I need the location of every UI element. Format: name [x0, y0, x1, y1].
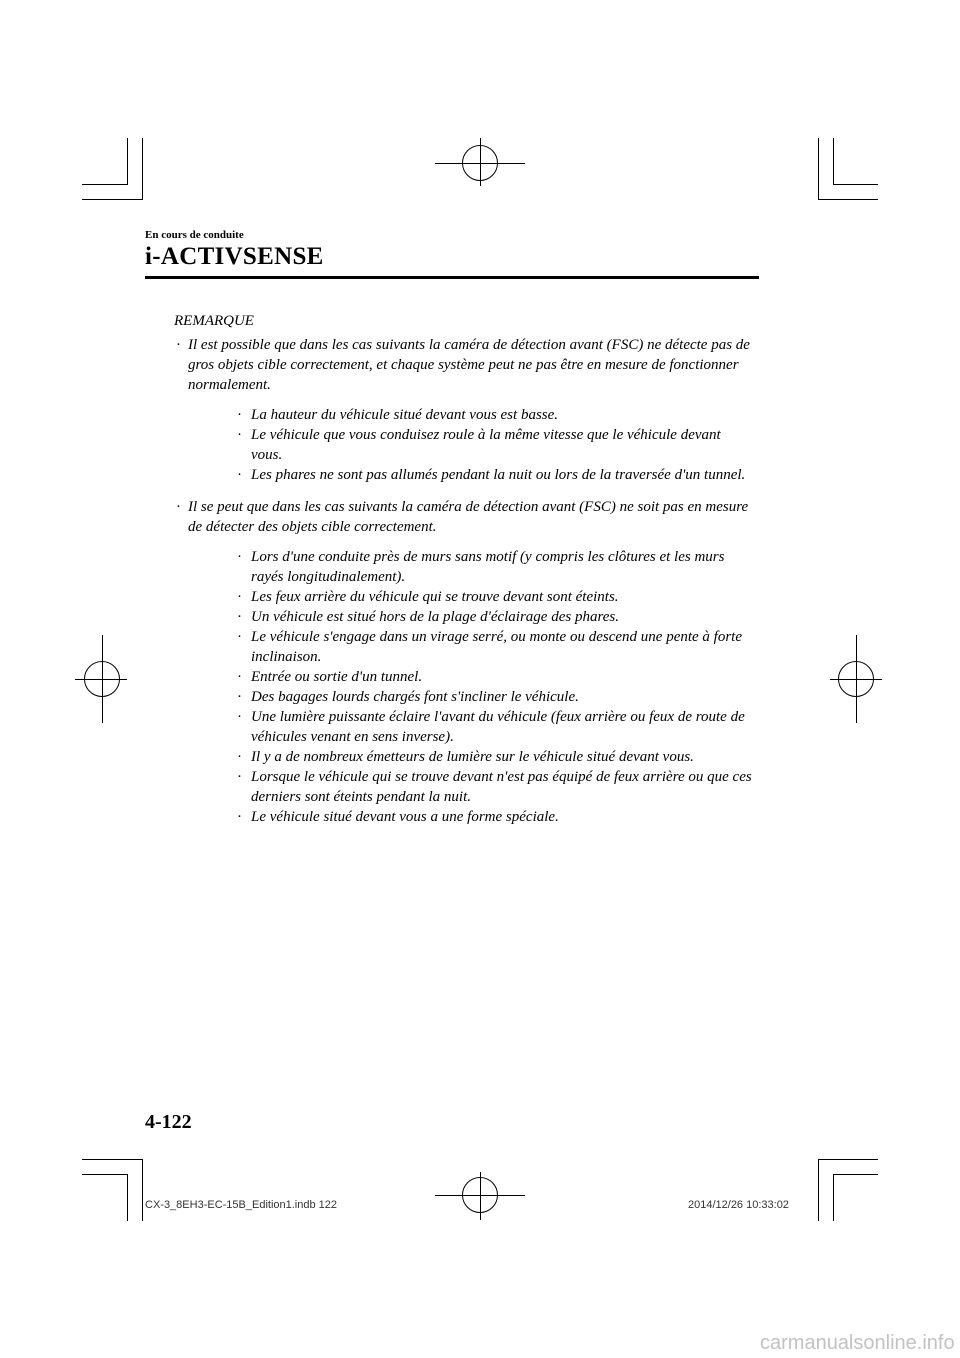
page-title: i-ACTIVSENSE [145, 243, 324, 270]
bullet-icon: · [237, 809, 242, 825]
print-file-info: CX-3_8EH3-EC-15B_Edition1.indb 122 [145, 1199, 338, 1211]
bullet-icon: · [176, 499, 181, 515]
bullet-icon: · [237, 669, 242, 685]
bullet-icon: · [237, 749, 242, 765]
print-timestamp: 2014/12/26 10:33:02 [688, 1199, 789, 1211]
bullet-icon: · [237, 407, 242, 423]
title-rule [145, 276, 759, 279]
note-item [145, 497, 755, 827]
bullet-icon: · [237, 709, 242, 725]
list-item: · Le véhicule situé devant vous a une forme spéciale. [237, 809, 559, 825]
list-item: · Les phares ne sont pas allumés pendant la nuit ou lors de la traversée d'un tunnel. [237, 467, 746, 483]
list-item: · Le véhicule s'engage dans un virage serré, ou monte ou descend une pente à forte inclinaison. [237, 629, 743, 665]
list-item: · Lors d'une conduite près de murs sans motif (y compris les clôtures et les murs rayés longitudinalement). [237, 549, 725, 585]
list-item: · Des bagages lourds chargés font s'incliner le véhicule. [237, 689, 579, 705]
bullet-icon: · [237, 549, 242, 565]
list-item: · Il y a de nombreux émetteurs de lumière sur le véhicule situé devant vous. [237, 749, 694, 765]
note-item-text: Il se peut que dans les cas suivants la caméra de détection avant (FSC) ne soit pas en mesure de détecter des objets cible correctement. [188, 499, 749, 535]
bullet-icon: · [237, 629, 242, 645]
list-item: · Les feux arrière du véhicule qui se trouve devant sont éteints. [237, 589, 619, 605]
note-block [145, 311, 755, 827]
note-item [145, 335, 755, 485]
section-label: En cours de conduite [145, 229, 244, 241]
bullet-icon: · [237, 689, 242, 705]
sub-list [188, 405, 755, 485]
page-number: 4-122 [145, 1111, 192, 1133]
list-item: · Entrée ou sortie d'un tunnel. [237, 669, 423, 685]
bullet-icon: · [237, 589, 242, 605]
list-item: · Le véhicule que vous conduisez roule à la même vitesse que le véhicule devant vous. [237, 427, 721, 463]
list-item: · La hauteur du véhicule situé devant vous est basse. [237, 407, 559, 423]
note-label: REMARQUE [174, 313, 254, 329]
list-item: · Un véhicule est situé hors de la plage d'éclairage des phares. [237, 609, 619, 625]
sub-list [188, 547, 755, 827]
bullet-icon: · [237, 427, 242, 443]
list-item: · Une lumière puissante éclaire l'avant du véhicule (feux arrière ou feux de route de véhicules venant en sens inverse). [237, 709, 745, 745]
watermark: carmanualsonline.info [760, 1332, 955, 1354]
bullet-icon: · [237, 609, 242, 625]
bullet-icon: · [176, 337, 181, 353]
bullet-icon: · [237, 769, 242, 785]
bullet-icon: · [237, 467, 242, 483]
note-item-text: Il est possible que dans les cas suivants la caméra de détection avant (FSC) ne détecte pas de gros objets cible correctement, et chaque système peut ne pas être en mesure de fonctionner normalement. [188, 337, 750, 393]
list-item: · Lorsque le véhicule qui se trouve devant n'est pas équipé de feux arrière ou que ces derniers sont éteints pendant la nuit. [237, 769, 752, 805]
